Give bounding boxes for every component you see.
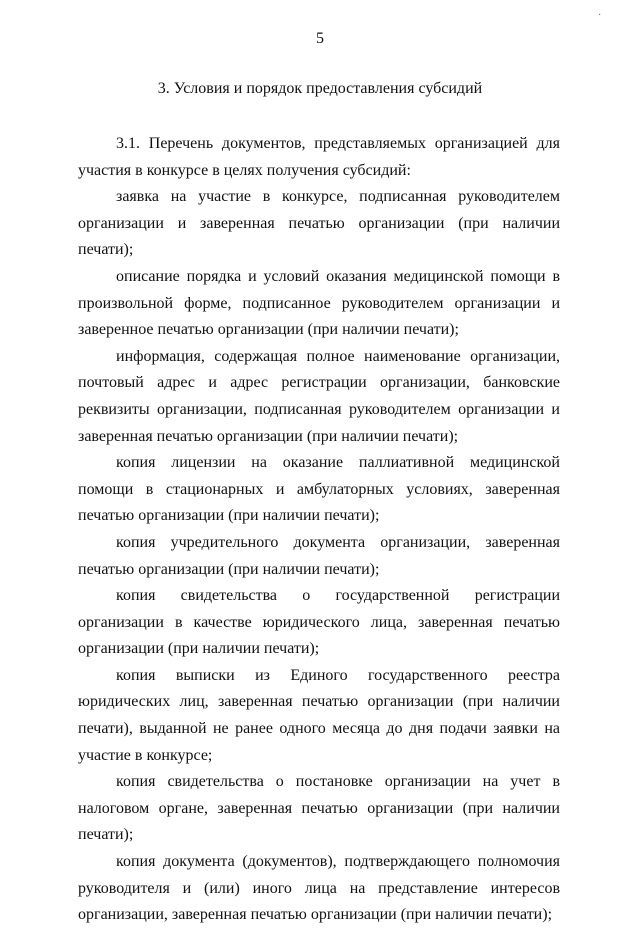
page-number: 5: [316, 30, 324, 47]
paragraph-tax-certificate: копия свидетельства о постановке организации на учет в налоговом органе, заверенная печатью организации (при наличии печати);: [78, 773, 560, 844]
paragraph-authority-document: копия документа (документов), подтверждающего полномочия руководителя и (или) иного лица на представление интересов организации, заверенная печатью организации (при наличии печати);: [78, 853, 560, 924]
paragraph-founding-document: копия учредительного документа организации, заверенная печатью организации (при наличии печати);: [78, 533, 560, 578]
paragraph-intro: 3.1. Перечень документов, представляемых организацией для участия в конкурсе в целях получения субсидий:: [78, 135, 560, 179]
paragraph-registry-extract: копия выписки из Единого государственного реестра юридических лиц, заверенная печатью организации (при наличии печати), выданной не ранее одного месяца до дня подачи заявки на участие в конкурсе;: [78, 666, 560, 764]
document-body: [78, 131, 560, 929]
paragraph-license-copy: копия лицензии на оказание паллиативной медицинской помощи в стационарных и амбулаторных условиях, заверенная печатью организации (при наличии печати);: [78, 454, 560, 525]
paragraph-registration-certificate: копия свидетельства о государственной регистрации организации в качестве юридического лица, заверенная печатью организации (при наличии печати);: [78, 587, 560, 658]
paragraph-application: заявка на участие в конкурсе, подписанная руководителем организации и заверенная печатью организации (при наличии печати);: [78, 188, 560, 259]
scan-mark: ·: [598, 10, 602, 21]
paragraph-care-description: описание порядка и условий оказания медицинской помощи в произвольной форме, подписанное руководителем организации и заверенное печатью организации (при наличии печати);: [78, 267, 560, 339]
paragraph-organization-info: информация, содержащая полное наименование организации, почтовый адрес и адрес регистрации организации, банковские реквизиты организации, подписанная руководителем организации и заверенная печатью организации (при наличии печати);: [78, 347, 560, 445]
section-title: 3. Условия и порядок предоставления субсидий: [157, 80, 483, 97]
